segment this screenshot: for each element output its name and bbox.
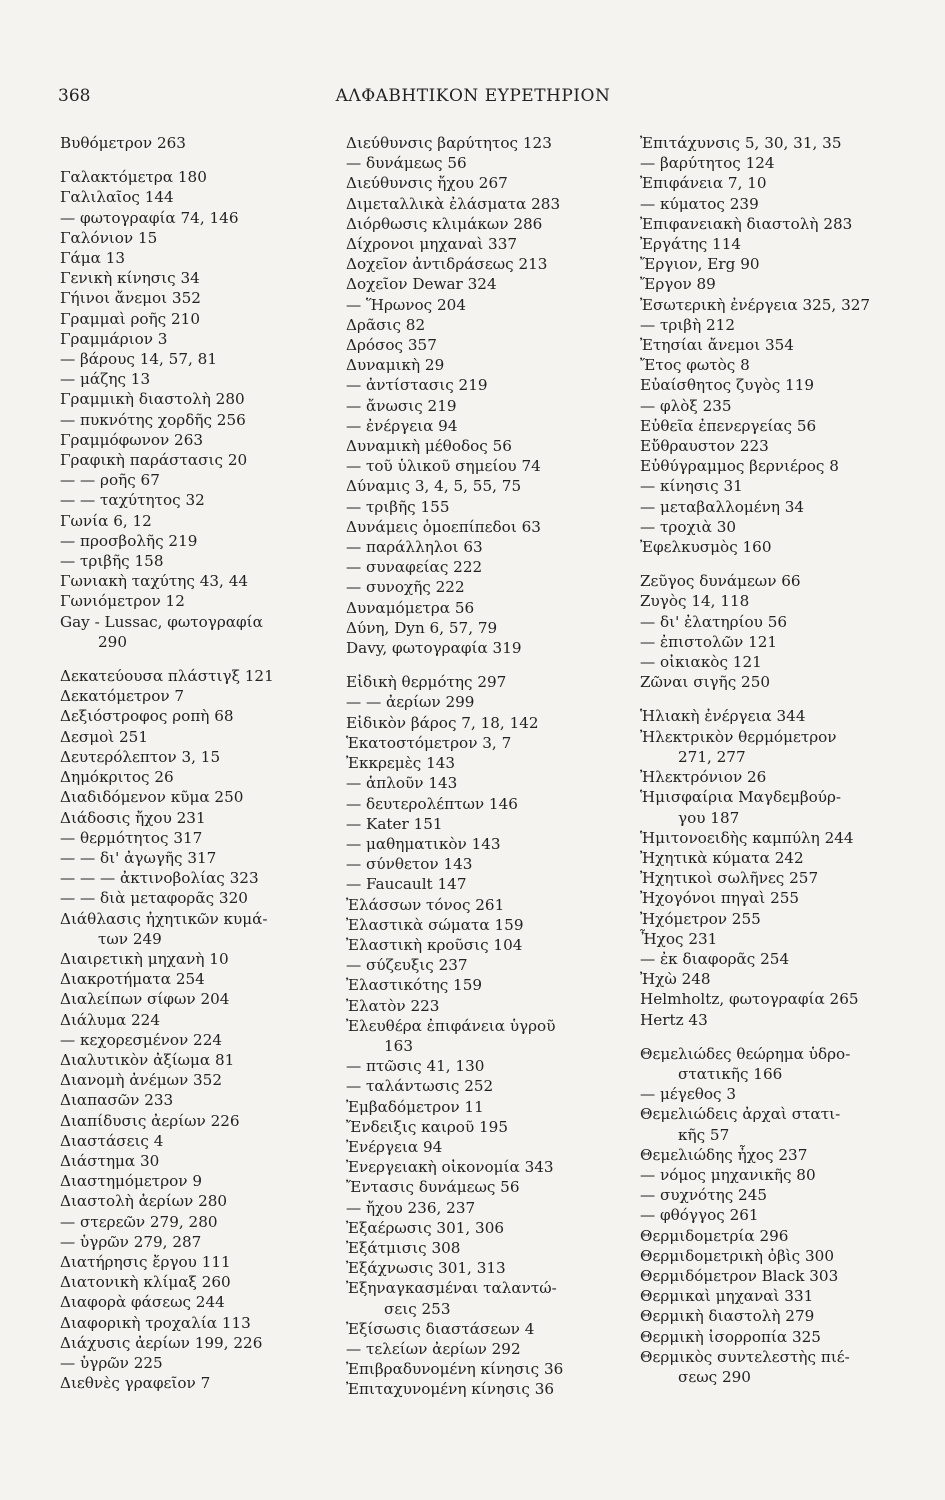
index-entry: Διαλείπων σίφων 204 bbox=[60, 990, 230, 1009]
index-entry: — θερμότητος 317 bbox=[60, 828, 203, 847]
index-entry: Γαλιλαῖος 144 bbox=[60, 188, 174, 207]
index-entry: Γωνιόμετρον 12 bbox=[60, 592, 185, 611]
index-entry: — ἁπλοῦν 143 bbox=[346, 774, 458, 793]
index-entry: — δευτερολέπτων 146 bbox=[346, 794, 518, 813]
index-entry: Θερμικὸς συντελεστὴς πιέ- bbox=[640, 1347, 850, 1366]
index-entry: — σύνθετον 143 bbox=[346, 855, 473, 874]
index-entry: — προσβολῆς 219 bbox=[60, 531, 198, 550]
index-entry: Ἐπιφανειακὴ διαστολὴ 283 bbox=[640, 214, 853, 233]
index-entry: Θεμελιώδες θεώρημα ὑδρο- bbox=[640, 1044, 851, 1063]
index-entry: Ἐλατὸν 223 bbox=[346, 996, 440, 1015]
index-entry: — — ἀερίων 299 bbox=[346, 693, 475, 712]
index-entry: Δυναμόμετρα 56 bbox=[346, 598, 475, 617]
index-entry: Ζυγὸς 14, 118 bbox=[640, 592, 750, 611]
index-entry: Διαφορικὴ τροχαλία 113 bbox=[60, 1313, 251, 1332]
index-entry: Διάθλασις ἠχητικῶν κυμά- bbox=[60, 909, 268, 928]
index-entry: Διάδοσις ἤχου 231 bbox=[60, 808, 206, 827]
page-header bbox=[58, 86, 888, 116]
index-entry: Ἐπιταχυνομένη κίνησις 36 bbox=[346, 1380, 555, 1399]
index-entry: Δοχεῖον ἀντιδράσεως 213 bbox=[346, 255, 548, 274]
index-entry-continuation: σεως 290 bbox=[678, 1367, 751, 1386]
index-entry: Ἑκατοστόμετρον 3, 7 bbox=[346, 733, 512, 752]
index-entry: Γραμμάριον 3 bbox=[60, 329, 168, 348]
index-entry: Διαπασῶν 233 bbox=[60, 1091, 174, 1110]
index-entry: Διεύθυνσις ἤχου 267 bbox=[346, 174, 508, 193]
index-entry: — τελείων ἀερίων 292 bbox=[346, 1339, 521, 1358]
index-entry: — σύζευξις 237 bbox=[346, 956, 468, 975]
index-entry: — τριβῆς 158 bbox=[60, 552, 164, 571]
index-entry: — Ἥρωνος 204 bbox=[346, 295, 466, 314]
index-entry: Εὐθύγραμμος βερνιέρος 8 bbox=[640, 457, 839, 476]
index-entry: — ἀντίστασις 219 bbox=[346, 376, 488, 395]
index-entry: Ἔργον 89 bbox=[640, 275, 716, 294]
index-entry: Διάχυσις ἀερίων 199, 226 bbox=[60, 1333, 263, 1352]
index-column-2 bbox=[346, 133, 631, 1400]
index-entry: Διάλυμα 224 bbox=[60, 1010, 160, 1029]
index-entry: Γήινοι ἄνεμοι 352 bbox=[60, 289, 201, 308]
index-entry: — συναφείας 222 bbox=[346, 558, 483, 577]
index-entry: Διανομὴ ἀνέμων 352 bbox=[60, 1071, 223, 1090]
index-entry: — κίνησις 31 bbox=[640, 477, 743, 496]
index-entry: Γραμμαὶ ροῆς 210 bbox=[60, 309, 200, 328]
index-entry-continuation: στατικῆς 166 bbox=[678, 1064, 783, 1083]
index-entry: Ἐργάτης 114 bbox=[640, 235, 742, 254]
index-entry: Δημόκριτος 26 bbox=[60, 768, 174, 787]
index-entry: Δοχεῖον Dewar 324 bbox=[346, 275, 497, 294]
index-entry: Ἡμιτονοειδὴς καμπύλη 244 bbox=[640, 828, 854, 847]
index-entry-continuation: των 249 bbox=[98, 929, 162, 948]
index-entry: Εὐαίσθητος ζυγὸς 119 bbox=[640, 376, 815, 395]
index-entry: — νόμος μηχανικῆς 80 bbox=[640, 1165, 816, 1184]
index-entry: Ἐξίσωσις διαστάσεων 4 bbox=[346, 1319, 535, 1338]
index-entry: — οἰκιακὸς 121 bbox=[640, 653, 762, 672]
index-entry: Ἠχητικὰ κύματα 242 bbox=[640, 848, 804, 867]
index-entry: Ζῶναι σιγῆς 250 bbox=[640, 673, 771, 692]
index-entry: Ἐτησίαι ἄνεμοι 354 bbox=[640, 336, 794, 355]
index-entry: Ἠχητικοὶ σωλῆνες 257 bbox=[640, 869, 819, 888]
index-entry: Διεύθυνσις βαρύτητος 123 bbox=[346, 134, 552, 152]
index-entry: Διαστολὴ ἀερίων 280 bbox=[60, 1192, 228, 1211]
index-entry: Θερμικὴ ἰσορροπία 325 bbox=[640, 1327, 821, 1346]
index-entry: — τριβὴ 212 bbox=[640, 315, 735, 334]
index-entry: Γαλακτόμετρα 180 bbox=[60, 168, 207, 187]
index-entry: Ἐπιτάχυνσις 5, 30, 31, 35 bbox=[640, 134, 842, 152]
index-entry: — Faucault 147 bbox=[346, 875, 467, 894]
index-entry: Διαιρετικὴ μηχανὴ 10 bbox=[60, 949, 229, 968]
page-number: 368 bbox=[58, 86, 91, 106]
index-entry: — βάρους 14, 57, 81 bbox=[60, 350, 217, 369]
index-entry: Ἐξηναγκασμέναι ταλαντώ- bbox=[346, 1279, 557, 1298]
index-entry: Ἐνέργεια 94 bbox=[346, 1137, 443, 1156]
index-entry: Γαλόνιον 15 bbox=[60, 228, 158, 247]
index-entry: Θεμελιώδης ἦχος 237 bbox=[640, 1145, 808, 1164]
index-entry: Δεκατεύουσα πλάστιγξ 121 bbox=[60, 667, 274, 686]
index-entry: — κεχορεσμένον 224 bbox=[60, 1030, 223, 1049]
index-entry: Γραμμόφωνον 263 bbox=[60, 430, 204, 449]
index-entry-continuation: κῆς 57 bbox=[678, 1125, 730, 1144]
index-entry: Δύνη, Dyn 6, 57, 79 bbox=[346, 618, 498, 637]
index-entry: Ἐλευθέρα ἐπιφάνεια ὑγροῦ bbox=[346, 1016, 556, 1035]
index-entry: Διαστάσεις 4 bbox=[60, 1131, 164, 1150]
index-entry: Ἡμισφαίρια Μαγδεμβούρ- bbox=[640, 788, 842, 807]
index-entry: Gay - Lussac, φωτογραφία bbox=[60, 612, 263, 631]
index-entry: Hertz 43 bbox=[640, 1010, 708, 1029]
index-entry: — ἐπιστολῶν 121 bbox=[640, 632, 778, 651]
index-entry: — μαθηματικὸν 143 bbox=[346, 834, 501, 853]
index-entry: Ἔντασις δυνάμεως 56 bbox=[346, 1178, 520, 1197]
index-entry: Εἰδικὴ θερμότης 297 bbox=[346, 673, 507, 692]
index-entry: Ζεῦγος δυνάμεων 66 bbox=[640, 572, 801, 591]
index-entry: Γωνία 6, 12 bbox=[60, 511, 152, 530]
index-entry: — — διὰ μεταφορᾶς 320 bbox=[60, 889, 248, 908]
index-entry: — συνοχῆς 222 bbox=[346, 578, 465, 597]
index-entry: — ταλάντωσις 252 bbox=[346, 1077, 494, 1096]
index-entry: Γραμμικὴ διαστολὴ 280 bbox=[60, 390, 245, 409]
index-entry: — παράλληλοι 63 bbox=[346, 538, 483, 557]
index-entry: Ἔνδειξις καιροῦ 195 bbox=[346, 1117, 508, 1136]
index-column-1 bbox=[60, 133, 345, 1393]
index-entry: — τοῦ ὑλικοῦ σημείου 74 bbox=[346, 457, 541, 476]
index-entry: Ἦχος 231 bbox=[640, 929, 718, 948]
index-entry: Davy, φωτογραφία 319 bbox=[346, 639, 522, 658]
index-entry: Δεξιόστροφος ροπὴ 68 bbox=[60, 707, 234, 726]
index-entry: Δρόσος 357 bbox=[346, 336, 437, 355]
index-entry: Δύναμις 3, 4, 5, 55, 75 bbox=[346, 477, 522, 496]
index-entry: Δρᾶσις 82 bbox=[346, 315, 426, 334]
index-entry: Γάμα 13 bbox=[60, 249, 126, 268]
index-entry: — ὑγρῶν 279, 287 bbox=[60, 1232, 202, 1251]
index-entry: — ἤχου 236, 237 bbox=[346, 1198, 476, 1217]
index-entry: Διαλυτικὸν ἀξίωμα 81 bbox=[60, 1050, 235, 1069]
index-column-3 bbox=[640, 133, 900, 1387]
index-entry: Δυναμικὴ 29 bbox=[346, 356, 445, 375]
index-entry: Helmholtz, φωτογραφία 265 bbox=[640, 990, 859, 1009]
index-entry: Ἠλεκτρόνιον 26 bbox=[640, 768, 767, 787]
index-entry: — δι' ἐλατηρίου 56 bbox=[640, 612, 788, 631]
index-entry: Ἠχογόνοι πηγαὶ 255 bbox=[640, 889, 800, 908]
index-entry: Ἐλαστικὴ κροῦσις 104 bbox=[346, 935, 523, 954]
index-entry: — — δι' ἀγωγῆς 317 bbox=[60, 848, 217, 867]
index-entry: Εὔθραυστον 223 bbox=[640, 437, 769, 456]
index-entry: — ἄνωσις 219 bbox=[346, 396, 457, 415]
index-entry: Διάστημα 30 bbox=[60, 1151, 160, 1170]
index-entry: — ὑγρῶν 225 bbox=[60, 1353, 163, 1372]
index-entry: Θερμιδομετρία 296 bbox=[640, 1226, 789, 1245]
index-entry: — — — ἀκτινοβολίας 323 bbox=[60, 869, 259, 888]
index-entry: — τροχιὰ 30 bbox=[640, 517, 737, 536]
index-entry: Θερμικὴ διαστολὴ 279 bbox=[640, 1307, 815, 1326]
index-entry: Διαπίδυσις ἀερίων 226 bbox=[60, 1111, 240, 1130]
index-entry: Ἐξάτμισις 308 bbox=[346, 1238, 461, 1257]
index-entry: Διαφορὰ φάσεως 244 bbox=[60, 1293, 225, 1312]
index-entry: Διατήρησις ἔργου 111 bbox=[60, 1252, 231, 1271]
index-entry: — ἐκ διαφορᾶς 254 bbox=[640, 949, 790, 968]
index-entry: Ἐξαέρωσις 301, 306 bbox=[346, 1218, 505, 1237]
index-entry: — δυνάμεως 56 bbox=[346, 154, 467, 173]
index-entry: — κύματος 239 bbox=[640, 194, 759, 213]
index-entry: Ἐκκρεμὲς 143 bbox=[346, 754, 456, 773]
index-entry: — φλὸξ 235 bbox=[640, 396, 732, 415]
index-entry: Διόρθωσις κλιμάκων 286 bbox=[346, 214, 543, 233]
index-entry: Γωνιακὴ ταχύτης 43, 44 bbox=[60, 572, 249, 591]
index-entry: Γραφικὴ παράστασις 20 bbox=[60, 451, 248, 470]
index-entry: Δεσμοὶ 251 bbox=[60, 727, 148, 746]
index-entry: Ἠχὼ 248 bbox=[640, 970, 711, 989]
index-entry: Ἐπιφάνεια 7, 10 bbox=[640, 174, 767, 193]
index-entry: — τριβῆς 155 bbox=[346, 497, 450, 516]
index-entry: Διατονικὴ κλίμαξ 260 bbox=[60, 1273, 231, 1292]
index-entry: — πτῶσις 41, 130 bbox=[346, 1057, 485, 1076]
index-entry: Θεμελιώδεις ἀρχαὶ στατι- bbox=[640, 1105, 841, 1124]
index-entry: — φθόγγος 261 bbox=[640, 1206, 759, 1225]
index-entry: — φωτογραφία 74, 146 bbox=[60, 208, 239, 227]
index-entry: — πυκνότης χορδῆς 256 bbox=[60, 410, 246, 429]
index-entry: Δευτερόλεπτον 3, 15 bbox=[60, 747, 221, 766]
index-entry: Ἐφελκυσμὸς 160 bbox=[640, 538, 772, 557]
index-entry: Ἠχόμετρον 255 bbox=[640, 909, 761, 928]
index-entry: Δυναμικὴ μέθοδος 56 bbox=[346, 437, 512, 456]
index-entry: Ἔτος φωτὸς 8 bbox=[640, 356, 750, 375]
index-entry: Ἐλαστικὰ σώματα 159 bbox=[346, 915, 524, 934]
index-entry: — — ταχύτητος 32 bbox=[60, 491, 205, 510]
index-entry: Ἔργιον, Erg 90 bbox=[640, 255, 760, 274]
index-entry: Θερμικαὶ μηχαναὶ 331 bbox=[640, 1287, 814, 1306]
index-entry-continuation: 290 bbox=[98, 632, 127, 651]
index-entry: — μάζης 13 bbox=[60, 370, 151, 389]
index-entry: — μέγεθος 3 bbox=[640, 1085, 736, 1104]
index-entry: Ἐνεργειακὴ οἰκονομία 343 bbox=[346, 1158, 554, 1177]
index-entry: Διαδιδόμενον κῦμα 250 bbox=[60, 788, 244, 807]
index-entry: — — ροῆς 67 bbox=[60, 471, 160, 490]
index-entry: Ἐλάσσων τόνος 261 bbox=[346, 895, 505, 914]
index-entry: Βυθόμετρον 263 bbox=[60, 134, 186, 152]
index-entry: Διεθνὲς γραφεῖον 7 bbox=[60, 1374, 211, 1393]
index-entry: — βαρύτητος 124 bbox=[640, 154, 775, 173]
index-entry: — Kater 151 bbox=[346, 814, 443, 833]
index-entry: Διακροτήματα 254 bbox=[60, 970, 205, 989]
index-entry: Γενικὴ κίνησις 34 bbox=[60, 269, 200, 288]
index-entry: Ἐξάχνωσις 301, 313 bbox=[346, 1259, 506, 1278]
index-entry: Δίχρονοι μηχαναὶ 337 bbox=[346, 235, 518, 254]
index-entry-continuation: γου 187 bbox=[678, 808, 740, 827]
index-entry: Θερμιδόμετρον Black 303 bbox=[640, 1266, 839, 1285]
index-entry: Θερμιδομετρικὴ ὀβὶς 300 bbox=[640, 1246, 835, 1265]
index-entry-continuation: σεις 253 bbox=[384, 1299, 451, 1318]
index-entry: Ἐλαστικότης 159 bbox=[346, 976, 483, 995]
running-title: ΑΛΦΑΒΗΤΙΚΟΝ ΕΥΡΕΤΗΡΙΟΝ bbox=[335, 86, 611, 106]
index-entry: Ἡλιακὴ ἐνέργεια 344 bbox=[640, 707, 806, 726]
index-entry: Εἰδικὸν βάρος 7, 18, 142 bbox=[346, 713, 539, 732]
index-entry: Διμεταλλικὰ ἐλάσματα 283 bbox=[346, 194, 561, 213]
index-entry: Ἐπιβραδυνομένη κίνησις 36 bbox=[346, 1360, 564, 1379]
index-entry: Δεκατόμετρον 7 bbox=[60, 687, 185, 706]
index-entry: Ἠλεκτρικὸν θερμόμετρον bbox=[640, 727, 837, 746]
index-entry: Δυνάμεις ὁμοεπίπεδοι 63 bbox=[346, 517, 541, 536]
index-entry: Εὐθεῖα ἐπενεργείας 56 bbox=[640, 416, 817, 435]
index-entry: — ἐνέργεια 94 bbox=[346, 416, 458, 435]
index-entry: Ἐσωτερικὴ ἐνέργεια 325, 327 bbox=[640, 295, 871, 314]
index-entry: — στερεῶν 279, 280 bbox=[60, 1212, 218, 1231]
index-entry: Διαστημόμετρον 9 bbox=[60, 1172, 202, 1191]
index-entry-continuation: 271, 277 bbox=[678, 747, 746, 766]
index-entry-continuation: 163 bbox=[384, 1036, 413, 1055]
index-entry: — συχνότης 245 bbox=[640, 1186, 768, 1205]
index-entry: Ἐμβαδόμετρον 11 bbox=[346, 1097, 484, 1116]
index-entry: — μεταβαλλομένη 34 bbox=[640, 497, 805, 516]
